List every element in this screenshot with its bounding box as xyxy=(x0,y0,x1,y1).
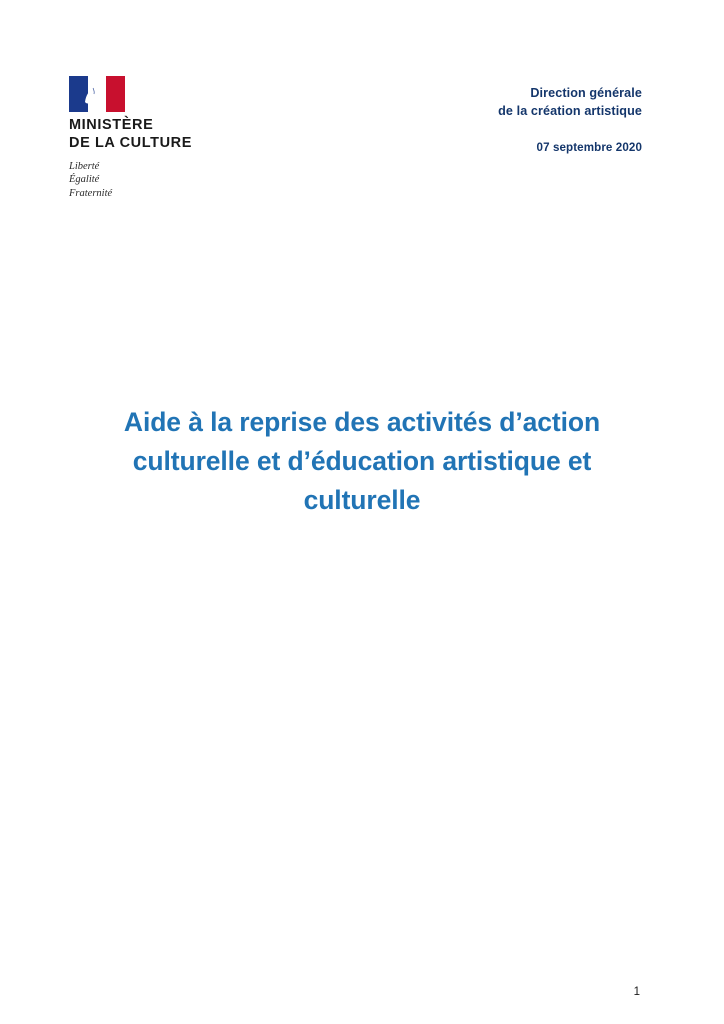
republic-motto xyxy=(69,160,112,200)
header-issuer-block xyxy=(342,84,642,154)
document-date: 07 septembre 2020 xyxy=(536,140,642,154)
issuer-line-2: de la création artistique xyxy=(498,104,642,119)
page-number: 1 xyxy=(633,986,640,998)
marianne-icon xyxy=(81,82,107,106)
title-block xyxy=(78,385,646,538)
motto-line-fraternite: Fraternité xyxy=(69,187,113,199)
ministry-logo xyxy=(63,72,218,200)
flag-stripe-red xyxy=(106,76,125,112)
document-header xyxy=(0,72,724,212)
issuer-line-1: Direction générale xyxy=(530,86,642,100)
motto-line-egalite: Égalité xyxy=(69,174,100,186)
page-title: Aide à la reprise des activités d’action culturelle et d’éducation artistique et culturelle xyxy=(123,406,601,516)
french-flag-icon xyxy=(69,76,125,108)
ministry-name xyxy=(69,117,192,151)
ministry-name-line1: MINISTÈRE xyxy=(69,117,154,134)
ministry-name-line2: DE LA CULTURE xyxy=(69,134,192,151)
motto-line-liberte: Liberté xyxy=(69,160,100,172)
